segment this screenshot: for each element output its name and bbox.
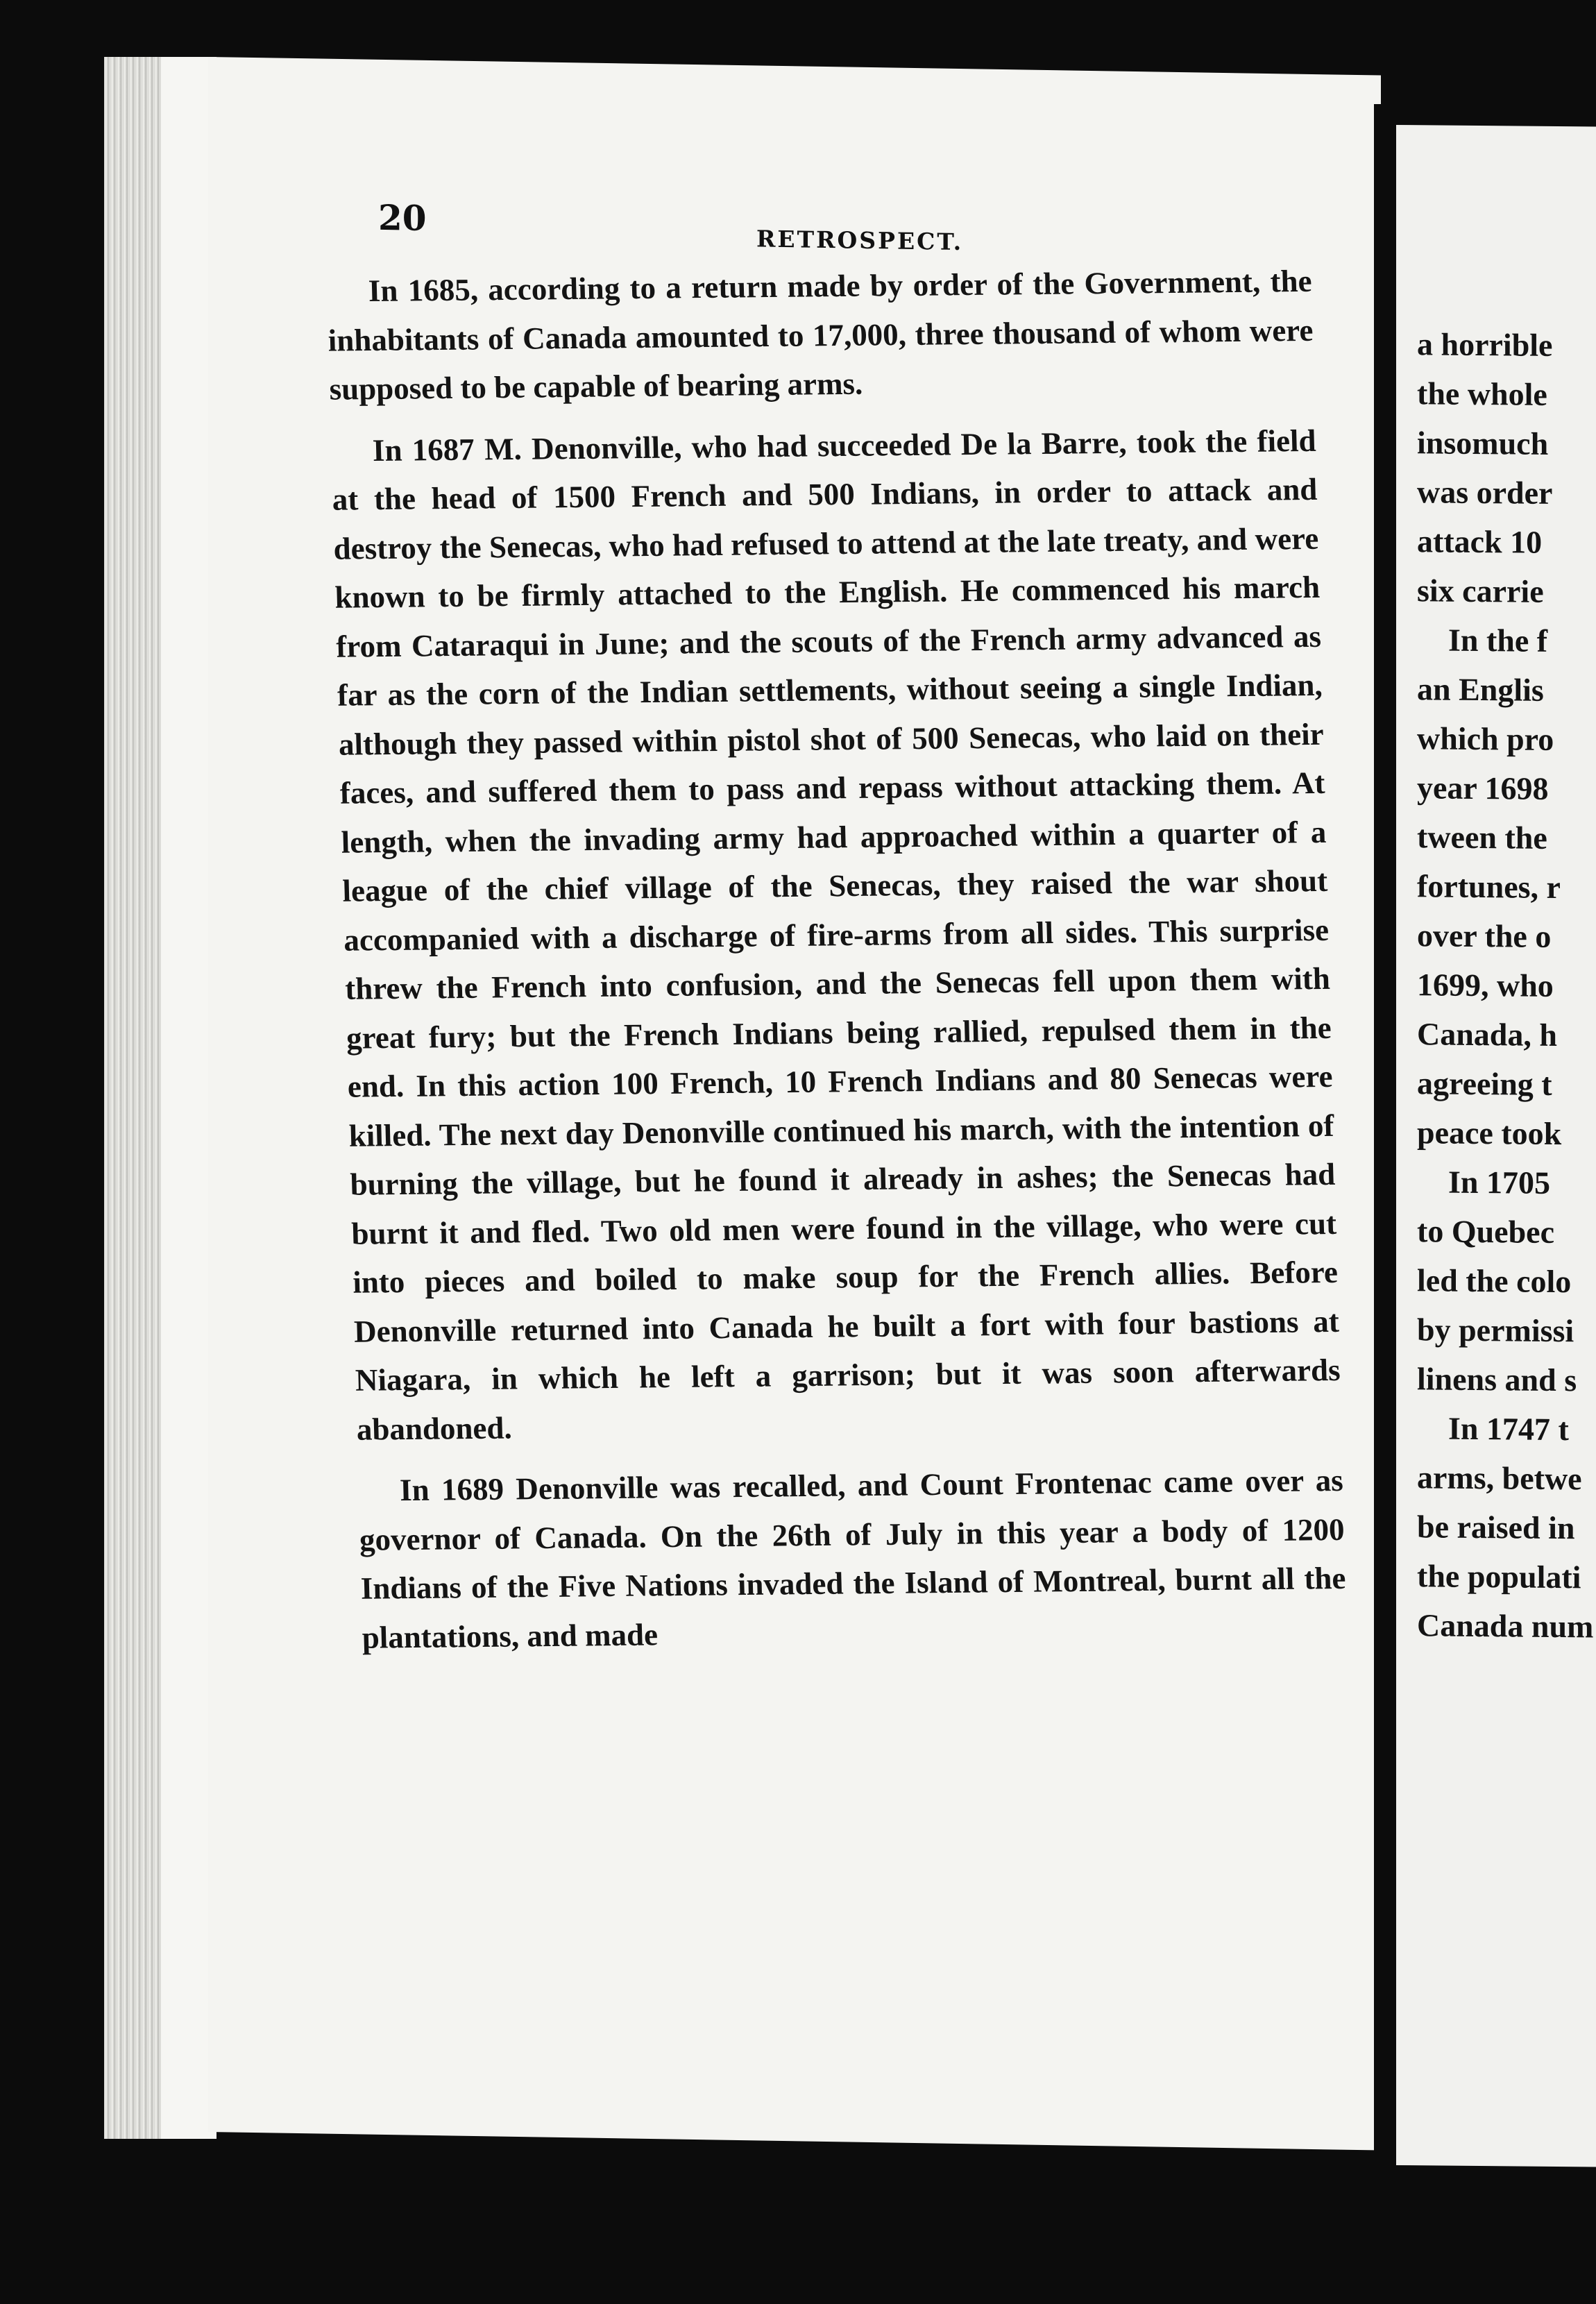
right-page-line: Canada num <box>1417 1607 1594 1645</box>
left-page <box>208 57 1381 2151</box>
right-page-line: arms, betwe <box>1417 1459 1582 1497</box>
right-page-line: linens and s <box>1417 1361 1577 1398</box>
right-page-line: which pro <box>1417 720 1554 757</box>
right-page-line: peace took <box>1417 1115 1562 1152</box>
right-page-line: insomuch <box>1417 425 1549 461</box>
right-page-line: tween the <box>1417 819 1547 856</box>
right-page-line: In 1747 t <box>1448 1410 1569 1448</box>
right-page-line: by permissi <box>1417 1312 1574 1349</box>
paragraph-1689: In 1689 Denonville was recalled, and Count Frontenac came over as governor of Canada. On the 26th of July in this year a body of 1200 Indians of the Five Nations invaded the Island of Montreal, burnt all the plantations, and made <box>359 1462 1347 1655</box>
right-page-line: In the f <box>1448 622 1548 659</box>
right-page-line: 1699, who <box>1417 967 1554 1003</box>
right-page-line: was order <box>1417 474 1553 511</box>
paragraph-1687: In 1687 M. Denonville, who had succeeded De la Barre, took the field at the head of 1500 French and 500 Indians, in order to attack and destroy the Senecas, who had refused to attend at the late treaty, and were known to be firmly attached to the English. He commenced his march from Cataraqui in June; and the scouts of the French army advanced as far as the corn of the Indian settlements, without seeing a single Indian, although they passed within pistol shot of 500 Senecas, who laid on their faces, and suffered them to pass and repass without attacking them. At length, when the invading army had approached within a quarter of a league of the chief village of the Senecas, they raised the war shout accompanied with a discharge of fire-arms from all sides. This surprise threw the French into confusion, and the Senecas fell upon them with great fury; but the French Indians being rallied, repulsed them in the end. In this action 100 French, 10 French Indians and 80 Senecas were killed. The next day Denonville continued his march, with the intention of burning the village, but he found it already in ashes; the Senecas had burnt it and fled. Two old men were found in the village, who were cut into pieces and boiled to make soup for the French allies. Before Denonville returned into Canada he built a fort with four bastions at Niagara, in which he left a garrison; but it was soon afterwards abandoned. <box>332 423 1341 1447</box>
right-page-line: year 1698 <box>1417 770 1549 806</box>
paragraph-1685: In 1685, according to a return made by order of the Government, the inhabitants of Canada amounted to 17,000, three thousand of whom were supposed to be capable of bearing arms. <box>328 263 1314 407</box>
right-page-line: the whole <box>1417 375 1547 412</box>
right-page-text <box>1417 319 1596 1654</box>
right-page-line: six carrie <box>1417 573 1544 609</box>
right-page-line: a horrible <box>1417 326 1553 363</box>
right-page-line: to Quebec <box>1417 1213 1555 1250</box>
right-page-line: over the o <box>1417 917 1552 954</box>
right-page-line: the populati <box>1417 1558 1581 1595</box>
page-shadow <box>1374 104 1399 2158</box>
right-page-line: an Englis <box>1417 671 1544 708</box>
right-page-line: led the colo <box>1417 1262 1572 1300</box>
right-page-line: In 1705 <box>1448 1164 1550 1201</box>
page-body <box>326 257 1348 1662</box>
right-page-line: attack 10 <box>1417 523 1543 560</box>
right-page-line: agreeing t <box>1417 1065 1552 1102</box>
right-page-fragment <box>1396 125 1596 2167</box>
right-page-line: be raised in <box>1417 1509 1575 1546</box>
page-number: 20 <box>378 196 427 239</box>
right-page-line: Canada, h <box>1417 1016 1557 1053</box>
running-head: RETROSPECT. <box>756 225 964 256</box>
right-page-line: fortunes, r <box>1417 868 1561 906</box>
